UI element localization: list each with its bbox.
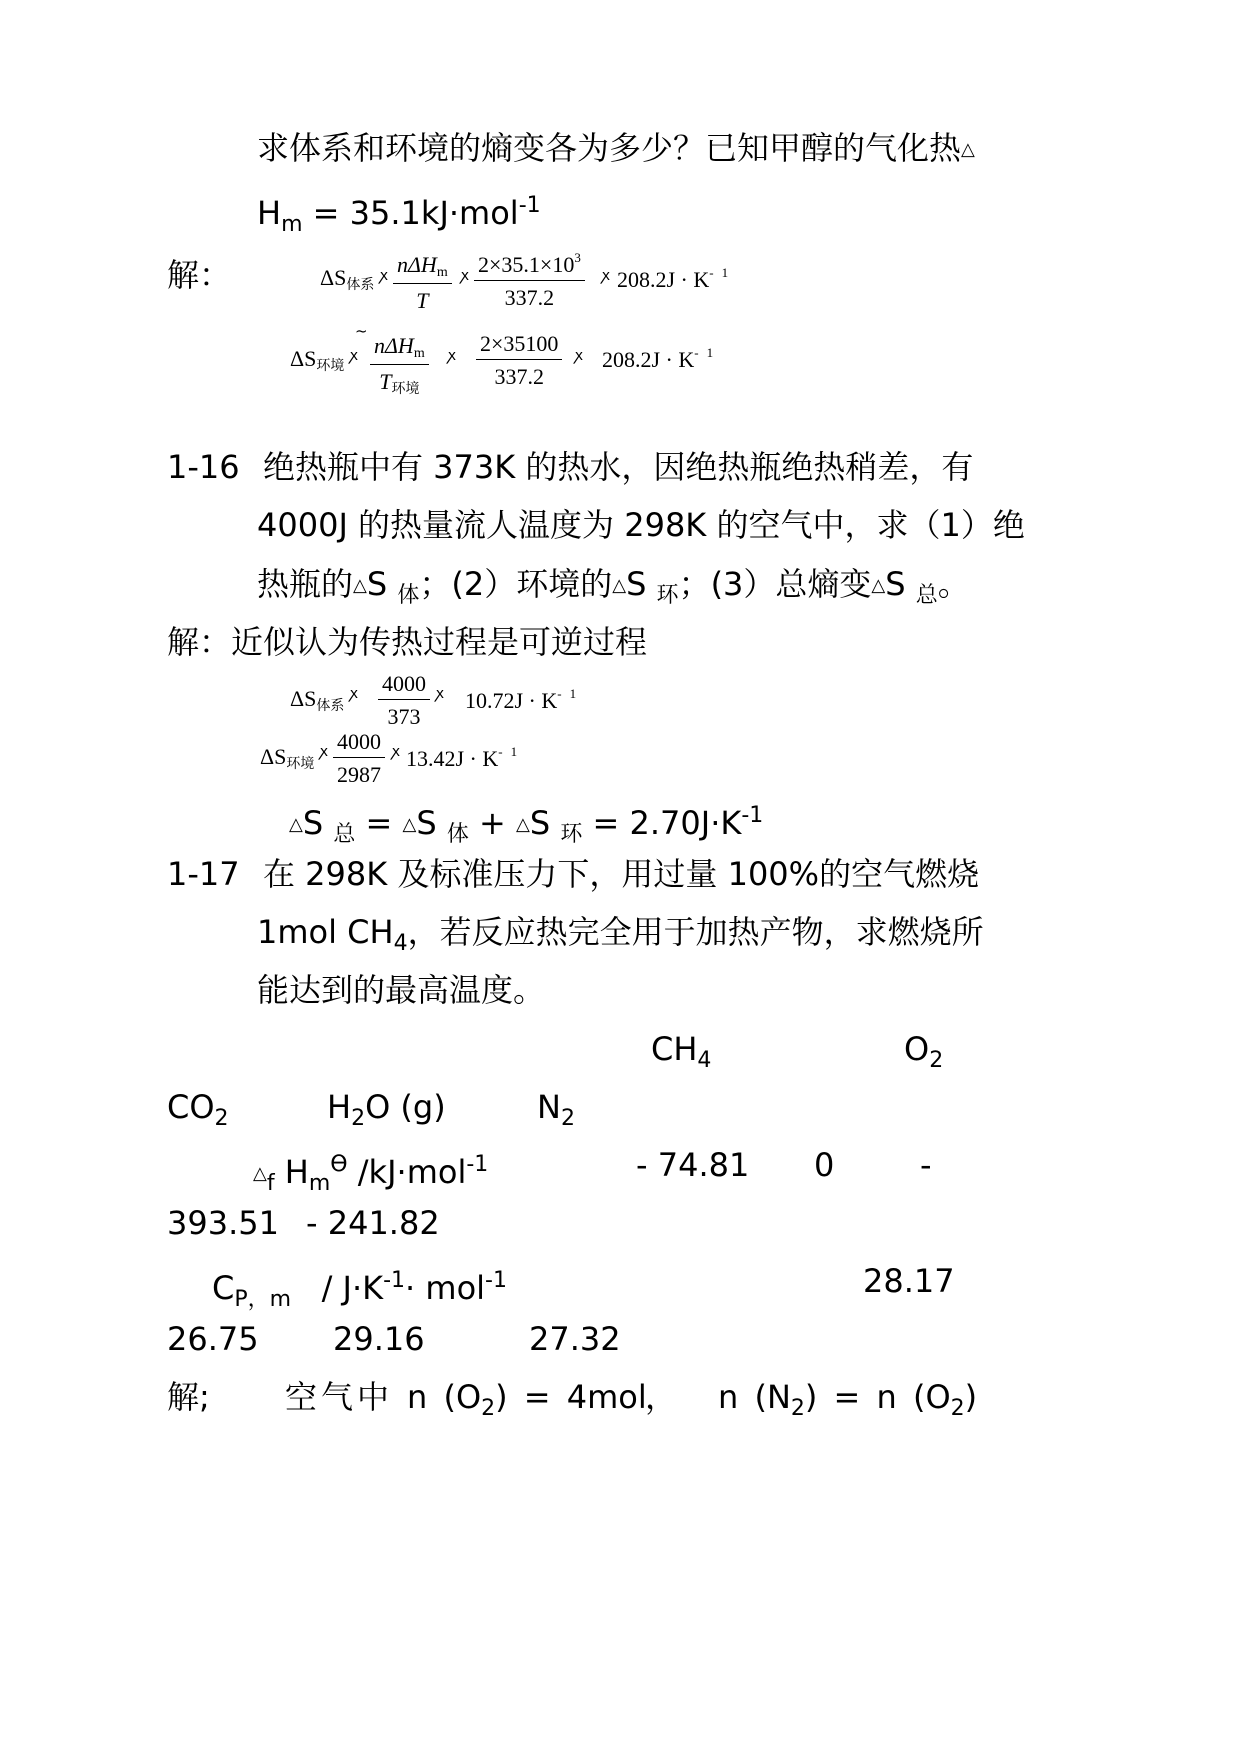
fraction-nh-over-t: nΔH$_m$ T (393, 252, 452, 314)
problem-1-17-line-1: 在 298K 及标准压力下，用过量 100%的空气燃烧 (263, 855, 980, 893)
broken-glyph: ꭗ (448, 346, 456, 364)
solution-label: 解： (167, 256, 232, 294)
problem-number-1-17: 1-17 (167, 855, 240, 893)
broken-glyph: ꭗ (380, 266, 388, 284)
delta-symbol: △ (961, 139, 975, 160)
broken-glyph: ꭗ (392, 742, 400, 760)
header-ch4: $CH_4$ (651, 1030, 712, 1073)
delta-s-system: $\Delta S_{体系}$ (290, 686, 345, 714)
broken-glyph: ꭗ (320, 742, 328, 760)
result-value: 208.2J · K- $^1$ (602, 345, 714, 372)
cp-o2: 26.75 (167, 1320, 259, 1358)
solution-3-n-o2: n $(O_2) = 4mol$ (407, 1378, 647, 1421)
header-o2: $O_2$ (904, 1030, 944, 1073)
broken-glyph: ꭗ (350, 346, 358, 364)
tilde-mark: ~ (355, 322, 368, 340)
solution-3-label: 解; (167, 1378, 210, 1416)
broken-glyph: ꭗ (436, 684, 444, 702)
result-value: 208.2J · K- $^1$ (617, 265, 729, 292)
header-co2: $CO_2$ (167, 1088, 229, 1131)
problem-1-17-line-2: 1mol $CH_4$，若反应热完全用于加热产物，求燃烧所 (257, 913, 984, 956)
problem-1-17-line-3: 能达到的最高温度。 (257, 971, 546, 1009)
broken-glyph: ꭗ (602, 266, 610, 284)
enthalpy-co2-sign: - (920, 1146, 932, 1184)
enthalpy-o2: 0 (814, 1146, 835, 1184)
cp-co2: 29.16 (333, 1320, 425, 1358)
enthalpy-co2: 393.51 (167, 1204, 279, 1242)
row-enthalpy-label: $\triangle_f$ $H_m^ϴ$ /kJ·mol$^{-1}$ (253, 1152, 489, 1196)
fraction-4000-over-373: $\frac{4000}{373}$ (378, 671, 430, 730)
broken-glyph: ꭗ (350, 684, 358, 702)
fraction-4000-over-2987: $\frac{4000}{2987}$ (333, 729, 385, 788)
fraction-nh-over-t-env: nΔH$_m$ $T_{环境}$ (370, 333, 429, 398)
solution-3-comma: ， (645, 1378, 678, 1416)
broken-glyph: ꭗ (461, 266, 469, 284)
delta-s-environment: $\Delta S_{环境}$ (260, 744, 315, 772)
result-value: 13.42J · K- $^1$ (406, 744, 518, 771)
solution-3-air: 空气中 (285, 1378, 394, 1416)
row-heat-capacity-label: $C_{P,m}$ / $J\cdot K^{-1}\cdot mol^{-1}$ (212, 1268, 507, 1312)
problem-1-16-line-1: 绝热瓶中有 373K 的热水，因绝热瓶绝热稍差，有 (263, 448, 974, 486)
fraction-numeric-env: $\frac{2\times 35100}{337.2}$ (476, 331, 562, 390)
header-h2o: $H_2O$ (g) (327, 1088, 446, 1131)
problem-number-1-16: 1-16 (167, 448, 240, 486)
broken-glyph: ꭗ (575, 346, 583, 364)
solution-3-n-n2: n $(N_2) = n$ $(O_2)$ (718, 1378, 978, 1421)
intro-line-2: $H_m = 35.1kJ\cdot mol^{-1}$ (257, 193, 541, 237)
delta-s-environment: $\Delta S_{环境}$ (290, 346, 345, 374)
total-entropy-line: △S $_总$ = △S $_体$ + △S $_环 = 2.70J\cdot K^{-1}$ (289, 803, 764, 847)
header-n2: $N_2$ (537, 1088, 575, 1131)
problem-1-16-line-3: 热瓶的△S $_体$；(2）环境的△S $_环$；(3）总熵变△S $_总$。 (257, 565, 970, 608)
result-value: 10.72J · K- $^1$ (465, 686, 577, 713)
delta-s-system: $\Delta S_{体系}$ (320, 265, 375, 293)
enthalpy-ch4: - 74.81 (636, 1146, 750, 1184)
intro-line-1: 求体系和环境的熵变各为多少？已知甲醇的气化热△ (257, 129, 975, 167)
solution-2-text: 解：近似认为传热过程是可逆过程 (167, 623, 648, 661)
problem-1-16-line-2: 4000J 的热量流人温度为 298K 的空气中，求（1）绝 (257, 506, 1025, 544)
fraction-numeric: $\frac{2\times 35.1\times 10^3}{337.2}$ (474, 250, 585, 311)
cp-h2o: 27.32 (529, 1320, 621, 1358)
enthalpy-h2o: - 241.82 (306, 1204, 440, 1242)
cp-ch4: 28.17 (863, 1262, 955, 1300)
